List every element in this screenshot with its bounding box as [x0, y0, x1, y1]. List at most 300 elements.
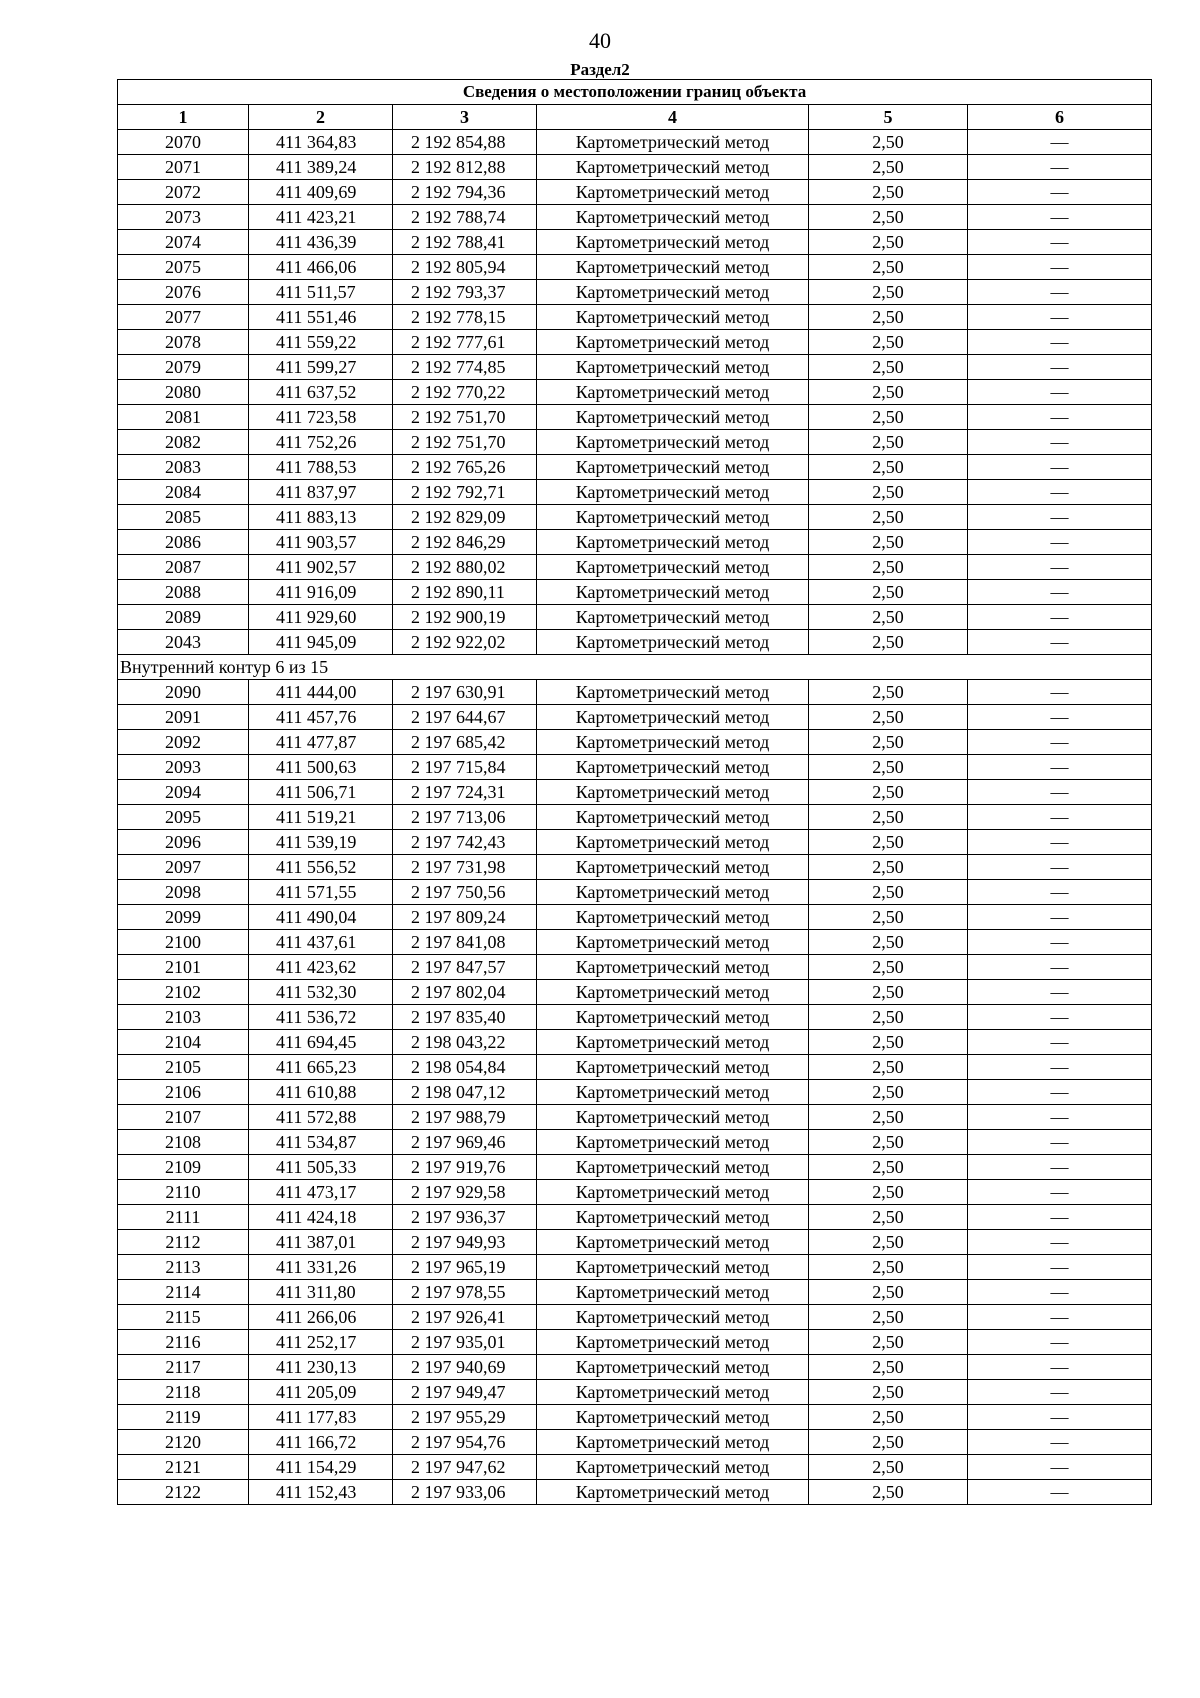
table-title-row: [118, 80, 1152, 105]
table-row: [118, 505, 1152, 530]
description-cell: —: [968, 1455, 1152, 1480]
table-row: [118, 255, 1152, 280]
point-number-cell: 2107: [118, 1105, 249, 1130]
y-coordinate-cell: 2 197 841,08: [393, 930, 537, 955]
table-row: [118, 1380, 1152, 1405]
table-row: [118, 855, 1152, 880]
y-coordinate-cell: 2 197 835,40: [393, 1005, 537, 1030]
description-cell: —: [968, 1130, 1152, 1155]
y-coordinate-cell: 2 197 954,76: [393, 1430, 537, 1455]
table-row: [118, 680, 1152, 705]
y-coordinate-cell: 2 197 926,41: [393, 1305, 537, 1330]
point-number-cell: 2073: [118, 205, 249, 230]
method-cell: Картометрический метод: [537, 555, 809, 580]
point-number-cell: 2111: [118, 1205, 249, 1230]
method-cell: Картометрический метод: [537, 280, 809, 305]
point-number-cell: 2110: [118, 1180, 249, 1205]
point-number-cell: 2043: [118, 630, 249, 655]
description-cell: —: [968, 1255, 1152, 1280]
table-row: [118, 1180, 1152, 1205]
accuracy-cell: 2,50: [809, 205, 968, 230]
description-cell: —: [968, 1380, 1152, 1405]
x-coordinate-cell: 411 230,13: [249, 1355, 393, 1380]
column-header: 6: [968, 105, 1152, 130]
method-cell: Картометрический метод: [537, 1380, 809, 1405]
y-coordinate-cell: 2 197 933,06: [393, 1480, 537, 1505]
description-cell: —: [968, 555, 1152, 580]
y-coordinate-cell: 2 192 765,26: [393, 455, 537, 480]
description-cell: —: [968, 1330, 1152, 1355]
x-coordinate-cell: 411 500,63: [249, 755, 393, 780]
table-row: [118, 305, 1152, 330]
method-cell: Картометрический метод: [537, 805, 809, 830]
point-number-cell: 2114: [118, 1280, 249, 1305]
point-number-cell: 2103: [118, 1005, 249, 1030]
column-header: 1: [118, 105, 249, 130]
y-coordinate-cell: 2 198 054,84: [393, 1055, 537, 1080]
table-title: Сведения о местоположении границ объекта: [118, 80, 1152, 105]
method-cell: Картометрический метод: [537, 130, 809, 155]
description-cell: —: [968, 955, 1152, 980]
y-coordinate-cell: 2 192 794,36: [393, 180, 537, 205]
method-cell: Картометрический метод: [537, 605, 809, 630]
point-number-cell: 2093: [118, 755, 249, 780]
table-row: [118, 355, 1152, 380]
accuracy-cell: 2,50: [809, 555, 968, 580]
table-row: [118, 880, 1152, 905]
y-coordinate-cell: 2 197 742,43: [393, 830, 537, 855]
point-number-cell: 2117: [118, 1355, 249, 1380]
accuracy-cell: 2,50: [809, 905, 968, 930]
table-row: [118, 530, 1152, 555]
accuracy-cell: 2,50: [809, 1155, 968, 1180]
method-cell: Картометрический метод: [537, 1405, 809, 1430]
method-cell: Картометрический метод: [537, 980, 809, 1005]
method-cell: Картометрический метод: [537, 730, 809, 755]
y-coordinate-cell: 2 192 812,88: [393, 155, 537, 180]
table-row: [118, 205, 1152, 230]
x-coordinate-cell: 411 903,57: [249, 530, 393, 555]
description-cell: —: [968, 605, 1152, 630]
y-coordinate-cell: 2 197 715,84: [393, 755, 537, 780]
y-coordinate-cell: 2 197 949,93: [393, 1230, 537, 1255]
method-cell: Картометрический метод: [537, 680, 809, 705]
y-coordinate-cell: 2 192 778,15: [393, 305, 537, 330]
section-title: Раздел2: [570, 60, 630, 79]
y-coordinate-cell: 2 197 947,62: [393, 1455, 537, 1480]
table-row: [118, 1055, 1152, 1080]
method-cell: Картометрический метод: [537, 580, 809, 605]
accuracy-cell: 2,50: [809, 1455, 968, 1480]
description-cell: —: [968, 580, 1152, 605]
point-number-cell: 2122: [118, 1480, 249, 1505]
x-coordinate-cell: 411 929,60: [249, 605, 393, 630]
method-cell: Картометрический метод: [537, 1030, 809, 1055]
accuracy-cell: 2,50: [809, 1355, 968, 1380]
method-cell: Картометрический метод: [537, 1155, 809, 1180]
point-number-cell: 2088: [118, 580, 249, 605]
table-row: [118, 130, 1152, 155]
y-coordinate-cell: 2 192 788,74: [393, 205, 537, 230]
method-cell: Картометрический метод: [537, 630, 809, 655]
accuracy-cell: 2,50: [809, 755, 968, 780]
description-cell: —: [968, 1105, 1152, 1130]
accuracy-cell: 2,50: [809, 630, 968, 655]
boundary-coordinates-table: [117, 79, 1152, 1505]
method-cell: Картометрический метод: [537, 1455, 809, 1480]
description-cell: —: [968, 980, 1152, 1005]
accuracy-cell: 2,50: [809, 130, 968, 155]
description-cell: —: [968, 155, 1152, 180]
accuracy-cell: 2,50: [809, 255, 968, 280]
table-row: [118, 230, 1152, 255]
table-row: [118, 1480, 1152, 1505]
point-number-cell: 2116: [118, 1330, 249, 1355]
point-number-cell: 2097: [118, 855, 249, 880]
point-number-cell: 2070: [118, 130, 249, 155]
y-coordinate-cell: 2 197 978,55: [393, 1280, 537, 1305]
y-coordinate-cell: 2 198 047,12: [393, 1080, 537, 1105]
method-cell: Картометрический метод: [537, 1480, 809, 1505]
y-coordinate-cell: 2 197 955,29: [393, 1405, 537, 1430]
description-cell: —: [968, 1355, 1152, 1380]
method-cell: Картометрический метод: [537, 480, 809, 505]
point-number-cell: 2087: [118, 555, 249, 580]
y-coordinate-cell: 2 192 792,71: [393, 480, 537, 505]
table-row: [118, 480, 1152, 505]
method-cell: Картометрический метод: [537, 955, 809, 980]
x-coordinate-cell: 411 152,43: [249, 1480, 393, 1505]
description-cell: —: [968, 930, 1152, 955]
y-coordinate-cell: 2 197 809,24: [393, 905, 537, 930]
description-cell: —: [968, 905, 1152, 930]
column-header: 2: [249, 105, 393, 130]
x-coordinate-cell: 411 534,87: [249, 1130, 393, 1155]
accuracy-cell: 2,50: [809, 1005, 968, 1030]
x-coordinate-cell: 411 424,18: [249, 1205, 393, 1230]
x-coordinate-cell: 411 694,45: [249, 1030, 393, 1055]
x-coordinate-cell: 411 477,87: [249, 730, 393, 755]
x-coordinate-cell: 411 457,76: [249, 705, 393, 730]
x-coordinate-cell: 411 177,83: [249, 1405, 393, 1430]
accuracy-cell: 2,50: [809, 230, 968, 255]
y-coordinate-cell: 2 197 847,57: [393, 955, 537, 980]
accuracy-cell: 2,50: [809, 480, 968, 505]
point-number-cell: 2080: [118, 380, 249, 405]
accuracy-cell: 2,50: [809, 305, 968, 330]
point-number-cell: 2102: [118, 980, 249, 1005]
table-row: [118, 405, 1152, 430]
y-coordinate-cell: 2 192 900,19: [393, 605, 537, 630]
point-number-cell: 2076: [118, 280, 249, 305]
x-coordinate-cell: 411 902,57: [249, 555, 393, 580]
point-number-cell: 2078: [118, 330, 249, 355]
method-cell: Картометрический метод: [537, 880, 809, 905]
accuracy-cell: 2,50: [809, 1055, 968, 1080]
method-cell: Картометрический метод: [537, 455, 809, 480]
table-row: [118, 1280, 1152, 1305]
x-coordinate-cell: 411 551,46: [249, 305, 393, 330]
method-cell: Картометрический метод: [537, 380, 809, 405]
table-row: [118, 1455, 1152, 1480]
x-coordinate-cell: 411 311,80: [249, 1280, 393, 1305]
x-coordinate-cell: 411 599,27: [249, 355, 393, 380]
column-header: 4: [537, 105, 809, 130]
x-coordinate-cell: 411 266,06: [249, 1305, 393, 1330]
method-cell: Картометрический метод: [537, 930, 809, 955]
method-cell: Картометрический метод: [537, 855, 809, 880]
y-coordinate-cell: 2 192 770,22: [393, 380, 537, 405]
method-cell: Картометрический метод: [537, 905, 809, 930]
y-coordinate-cell: 2 192 774,85: [393, 355, 537, 380]
y-coordinate-cell: 2 192 829,09: [393, 505, 537, 530]
accuracy-cell: 2,50: [809, 1480, 968, 1505]
x-coordinate-cell: 411 409,69: [249, 180, 393, 205]
accuracy-cell: 2,50: [809, 1255, 968, 1280]
description-cell: —: [968, 405, 1152, 430]
table-row: [118, 580, 1152, 605]
y-coordinate-cell: 2 192 880,02: [393, 555, 537, 580]
description-cell: —: [968, 1030, 1152, 1055]
accuracy-cell: 2,50: [809, 1105, 968, 1130]
table-row: [118, 330, 1152, 355]
description-cell: —: [968, 530, 1152, 555]
x-coordinate-cell: 411 539,19: [249, 830, 393, 855]
accuracy-cell: 2,50: [809, 805, 968, 830]
y-coordinate-cell: 2 192 846,29: [393, 530, 537, 555]
method-cell: Картометрический метод: [537, 705, 809, 730]
accuracy-cell: 2,50: [809, 930, 968, 955]
description-cell: —: [968, 1055, 1152, 1080]
table-row: [118, 1005, 1152, 1030]
description-cell: —: [968, 230, 1152, 255]
table-row: [118, 1255, 1152, 1280]
table-row: [118, 955, 1152, 980]
x-coordinate-cell: 411 436,39: [249, 230, 393, 255]
table-header-row: [118, 105, 1152, 130]
accuracy-cell: 2,50: [809, 1405, 968, 1430]
point-number-cell: 2106: [118, 1080, 249, 1105]
description-cell: —: [968, 455, 1152, 480]
method-cell: Картометрический метод: [537, 180, 809, 205]
x-coordinate-cell: 411 444,00: [249, 680, 393, 705]
accuracy-cell: 2,50: [809, 1080, 968, 1105]
point-number-cell: 2090: [118, 680, 249, 705]
point-number-cell: 2098: [118, 880, 249, 905]
description-cell: —: [968, 1180, 1152, 1205]
x-coordinate-cell: 411 883,13: [249, 505, 393, 530]
method-cell: Картометрический метод: [537, 1255, 809, 1280]
description-cell: —: [968, 1080, 1152, 1105]
point-number-cell: 2115: [118, 1305, 249, 1330]
point-number-cell: 2072: [118, 180, 249, 205]
point-number-cell: 2095: [118, 805, 249, 830]
table-row: [118, 980, 1152, 1005]
x-coordinate-cell: 411 637,52: [249, 380, 393, 405]
point-number-cell: 2096: [118, 830, 249, 855]
x-coordinate-cell: 411 506,71: [249, 780, 393, 805]
table-row: [118, 1030, 1152, 1055]
table-row: [118, 1305, 1152, 1330]
method-cell: Картометрический метод: [537, 405, 809, 430]
method-cell: Картометрический метод: [537, 355, 809, 380]
description-cell: —: [968, 855, 1152, 880]
column-header: 5: [809, 105, 968, 130]
y-coordinate-cell: 2 192 922,02: [393, 630, 537, 655]
description-cell: —: [968, 780, 1152, 805]
accuracy-cell: 2,50: [809, 1330, 968, 1355]
x-coordinate-cell: 411 473,17: [249, 1180, 393, 1205]
point-number-cell: 2104: [118, 1030, 249, 1055]
y-coordinate-cell: 2 197 644,67: [393, 705, 537, 730]
description-cell: —: [968, 805, 1152, 830]
x-coordinate-cell: 411 610,88: [249, 1080, 393, 1105]
x-coordinate-cell: 411 331,26: [249, 1255, 393, 1280]
point-number-cell: 2079: [118, 355, 249, 380]
method-cell: Картометрический метод: [537, 1280, 809, 1305]
x-coordinate-cell: 411 466,06: [249, 255, 393, 280]
accuracy-cell: 2,50: [809, 330, 968, 355]
description-cell: —: [968, 730, 1152, 755]
accuracy-cell: 2,50: [809, 430, 968, 455]
description-cell: —: [968, 1230, 1152, 1255]
accuracy-cell: 2,50: [809, 1430, 968, 1455]
description-cell: —: [968, 505, 1152, 530]
table-row: [118, 1430, 1152, 1455]
table-row: [118, 780, 1152, 805]
y-coordinate-cell: 2 192 788,41: [393, 230, 537, 255]
accuracy-cell: 2,50: [809, 180, 968, 205]
point-number-cell: 2112: [118, 1230, 249, 1255]
point-number-cell: 2075: [118, 255, 249, 280]
table-row: [118, 380, 1152, 405]
table-row: [118, 830, 1152, 855]
x-coordinate-cell: 411 532,30: [249, 980, 393, 1005]
description-cell: —: [968, 205, 1152, 230]
y-coordinate-cell: 2 198 043,22: [393, 1030, 537, 1055]
description-cell: —: [968, 755, 1152, 780]
x-coordinate-cell: 411 154,29: [249, 1455, 393, 1480]
method-cell: Картометрический метод: [537, 505, 809, 530]
accuracy-cell: 2,50: [809, 405, 968, 430]
contour-label: Внутренний контур 6 из 15: [118, 655, 1152, 680]
description-cell: —: [968, 1480, 1152, 1505]
x-coordinate-cell: 411 571,55: [249, 880, 393, 905]
description-cell: —: [968, 1305, 1152, 1330]
description-cell: —: [968, 480, 1152, 505]
accuracy-cell: 2,50: [809, 780, 968, 805]
method-cell: Картометрический метод: [537, 1205, 809, 1230]
point-number-cell: 2094: [118, 780, 249, 805]
accuracy-cell: 2,50: [809, 855, 968, 880]
x-coordinate-cell: 411 788,53: [249, 455, 393, 480]
point-number-cell: 2120: [118, 1430, 249, 1455]
point-number-cell: 2101: [118, 955, 249, 980]
point-number-cell: 2071: [118, 155, 249, 180]
description-cell: —: [968, 1405, 1152, 1430]
y-coordinate-cell: 2 192 890,11: [393, 580, 537, 605]
y-coordinate-cell: 2 197 965,19: [393, 1255, 537, 1280]
method-cell: Картометрический метод: [537, 1105, 809, 1130]
x-coordinate-cell: 411 166,72: [249, 1430, 393, 1455]
point-number-cell: 2121: [118, 1455, 249, 1480]
y-coordinate-cell: 2 192 854,88: [393, 130, 537, 155]
description-cell: —: [968, 330, 1152, 355]
accuracy-cell: 2,50: [809, 380, 968, 405]
x-coordinate-cell: 411 389,24: [249, 155, 393, 180]
point-number-cell: 2082: [118, 430, 249, 455]
x-coordinate-cell: 411 752,26: [249, 430, 393, 455]
x-coordinate-cell: 411 364,83: [249, 130, 393, 155]
table-row: [118, 905, 1152, 930]
accuracy-cell: 2,50: [809, 1280, 968, 1305]
table-row: [118, 1405, 1152, 1430]
accuracy-cell: 2,50: [809, 1230, 968, 1255]
method-cell: Картометрический метод: [537, 1130, 809, 1155]
description-cell: —: [968, 630, 1152, 655]
x-coordinate-cell: 411 252,17: [249, 1330, 393, 1355]
table-row: [118, 805, 1152, 830]
x-coordinate-cell: 411 423,62: [249, 955, 393, 980]
description-cell: —: [968, 1205, 1152, 1230]
point-number-cell: 2100: [118, 930, 249, 955]
accuracy-cell: 2,50: [809, 155, 968, 180]
point-number-cell: 2086: [118, 530, 249, 555]
x-coordinate-cell: 411 837,97: [249, 480, 393, 505]
accuracy-cell: 2,50: [809, 830, 968, 855]
method-cell: Картометрический метод: [537, 230, 809, 255]
point-number-cell: 2091: [118, 705, 249, 730]
description-cell: —: [968, 1430, 1152, 1455]
table-row: [118, 1230, 1152, 1255]
y-coordinate-cell: 2 197 713,06: [393, 805, 537, 830]
y-coordinate-cell: 2 197 929,58: [393, 1180, 537, 1205]
y-coordinate-cell: 2 192 751,70: [393, 405, 537, 430]
y-coordinate-cell: 2 192 777,61: [393, 330, 537, 355]
method-cell: Картометрический метод: [537, 1305, 809, 1330]
table-row: [118, 280, 1152, 305]
point-number-cell: 2092: [118, 730, 249, 755]
y-coordinate-cell: 2 197 685,42: [393, 730, 537, 755]
method-cell: Картометрический метод: [537, 1080, 809, 1105]
method-cell: Картометрический метод: [537, 1055, 809, 1080]
x-coordinate-cell: 411 665,23: [249, 1055, 393, 1080]
accuracy-cell: 2,50: [809, 880, 968, 905]
x-coordinate-cell: 411 423,21: [249, 205, 393, 230]
x-coordinate-cell: 411 505,33: [249, 1155, 393, 1180]
accuracy-cell: 2,50: [809, 955, 968, 980]
description-cell: —: [968, 430, 1152, 455]
table-row: [118, 755, 1152, 780]
description-cell: —: [968, 305, 1152, 330]
description-cell: —: [968, 830, 1152, 855]
y-coordinate-cell: 2 197 802,04: [393, 980, 537, 1005]
table-row: [118, 455, 1152, 480]
point-number-cell: 2099: [118, 905, 249, 930]
method-cell: Картометрический метод: [537, 755, 809, 780]
y-coordinate-cell: 2 192 751,70: [393, 430, 537, 455]
accuracy-cell: 2,50: [809, 980, 968, 1005]
point-number-cell: 2084: [118, 480, 249, 505]
accuracy-cell: 2,50: [809, 355, 968, 380]
table-row: [118, 1130, 1152, 1155]
page-number: 40: [589, 28, 611, 53]
x-coordinate-cell: 411 437,61: [249, 930, 393, 955]
point-number-cell: 2074: [118, 230, 249, 255]
x-coordinate-cell: 411 945,09: [249, 630, 393, 655]
y-coordinate-cell: 2 197 936,37: [393, 1205, 537, 1230]
y-coordinate-cell: 2 197 919,76: [393, 1155, 537, 1180]
